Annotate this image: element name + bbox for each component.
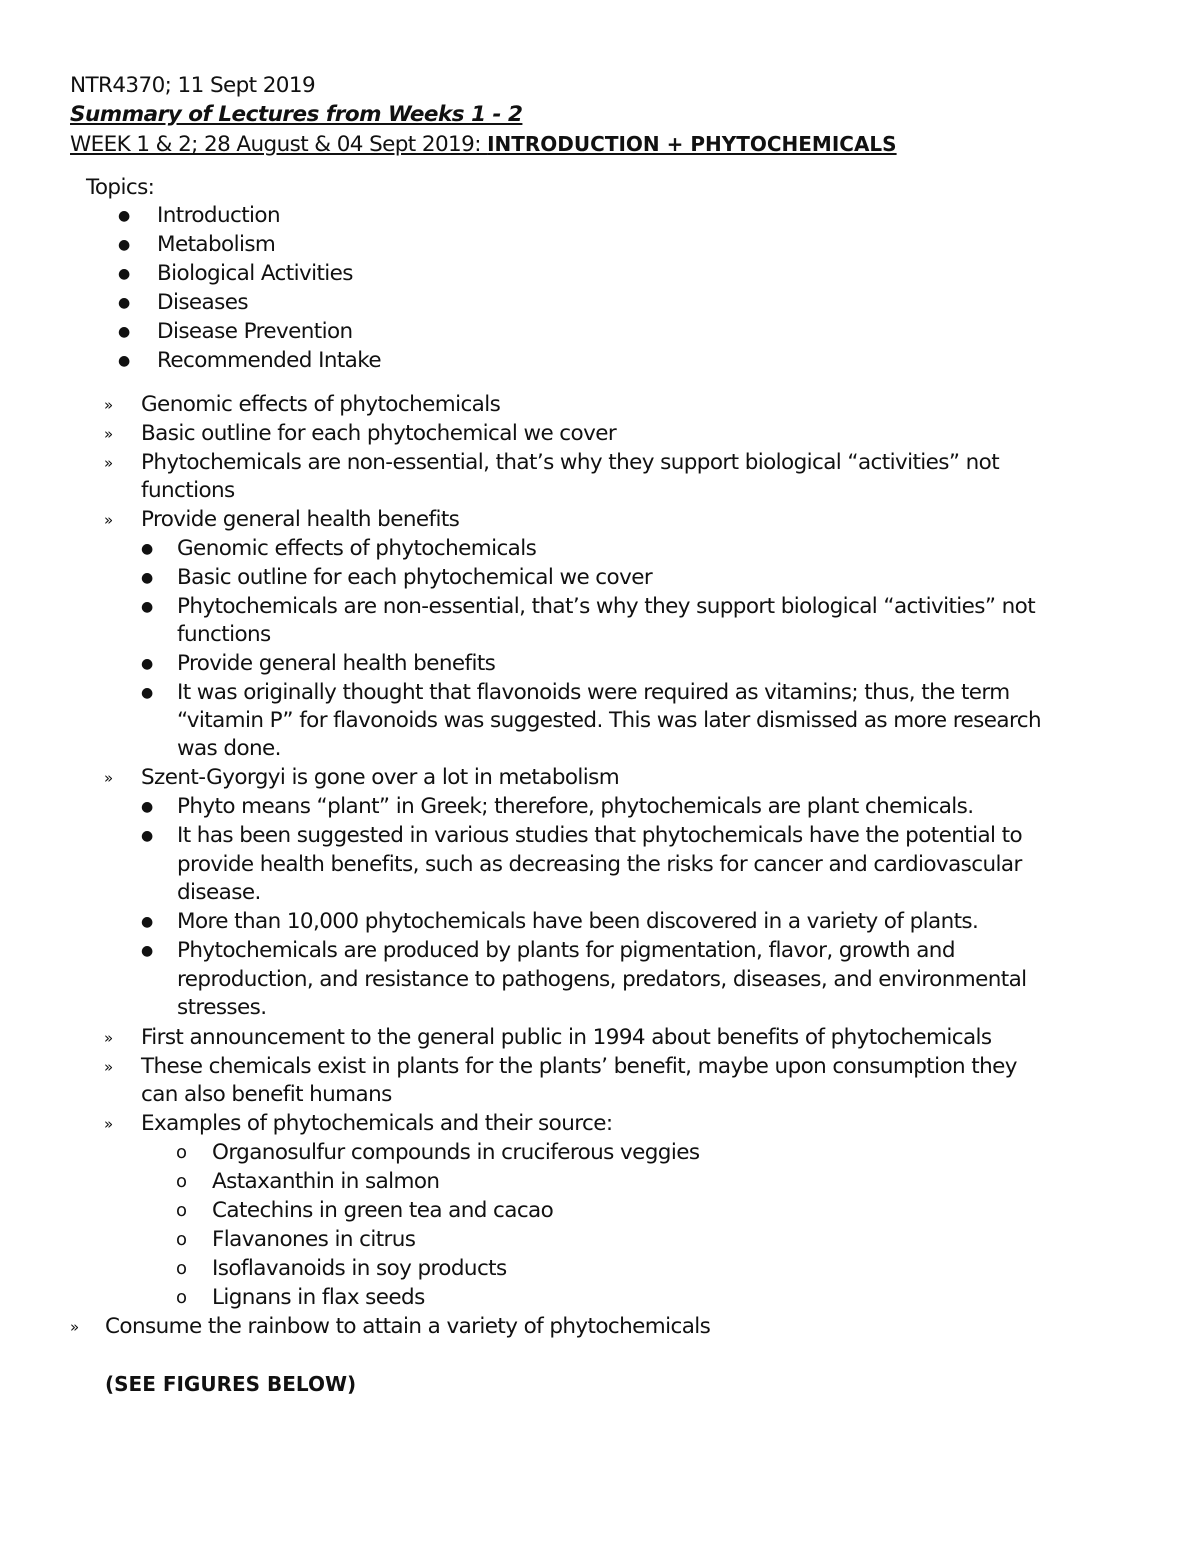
point-non-essential: Phytochemicals are non-essential, that’s why they support biological “activities” not	[141, 450, 1000, 475]
arrow-bullet-icon: »	[104, 1029, 114, 1047]
bullet-icon: ●	[118, 208, 131, 224]
sub-item-cont: disease.	[177, 880, 261, 905]
circle-bullet-icon: o	[176, 1258, 188, 1279]
topic-item: Metabolism	[157, 232, 276, 257]
bullet-icon: ●	[141, 799, 154, 815]
circle-bullet-icon: o	[176, 1200, 188, 1221]
example-item: Catechins in green tea and cacao	[212, 1198, 554, 1223]
sub-item: More than 10,000 phytochemicals have been discovered in a variety of plants.	[177, 909, 979, 934]
course-code-date: NTR4370; 11 Sept 2019	[70, 73, 316, 98]
topic-item: Recommended Intake	[157, 348, 381, 373]
example-item: Isoflavanoids in soy products	[212, 1256, 507, 1281]
bullet-icon: ●	[141, 570, 154, 586]
topics-label: Topics:	[86, 175, 155, 200]
bullet-icon: ●	[141, 541, 154, 557]
sub-item: Phytochemicals are non-essential, that’s why they support biological “activities” not	[177, 594, 1036, 619]
example-item: Flavanones in citrus	[212, 1227, 416, 1252]
bullet-icon: ●	[118, 266, 131, 282]
point-plants-benefit-cont: can also benefit humans	[141, 1082, 392, 1107]
example-item: Organosulfur compounds in cruciferous veggies	[212, 1140, 700, 1165]
topic-item: Disease Prevention	[157, 319, 353, 344]
point-basic-outline: Basic outline for each phytochemical we cover	[141, 421, 617, 446]
bullet-icon: ●	[141, 828, 154, 844]
topic-item: Introduction	[157, 203, 280, 228]
sub-item: It has been suggested in various studies that phytochemicals have the potential to	[177, 823, 1023, 848]
circle-bullet-icon: o	[176, 1142, 188, 1163]
sub-item: Provide general health benefits	[177, 651, 496, 676]
bullet-icon: ●	[141, 685, 154, 701]
arrow-bullet-icon: »	[104, 425, 114, 443]
circle-bullet-icon: o	[176, 1287, 188, 1308]
point-health-benefits: Provide general health benefits	[141, 507, 460, 532]
example-item: Astaxanthin in salmon	[212, 1169, 440, 1194]
arrow-bullet-icon: »	[104, 454, 114, 472]
arrow-bullet-icon: »	[104, 1115, 114, 1133]
sub-item: Phyto means “plant” in Greek; therefore, phytochemicals are plant chemicals.	[177, 794, 974, 819]
sub-item: Phytochemicals are produced by plants for pigmentation, flavor, growth and	[177, 938, 955, 963]
week-dates: WEEK 1 & 2; 28 August & 04 Sept 2019:	[70, 132, 488, 157]
bullet-icon: ●	[141, 914, 154, 930]
sub-item-cont: stresses.	[177, 995, 267, 1020]
sub-item: It was originally thought that flavonoids were required as vitamins; thus, the term	[177, 680, 1010, 705]
week-heading	[70, 130, 897, 159]
bullet-icon: ●	[141, 599, 154, 615]
bullet-icon: ●	[118, 237, 131, 253]
arrow-bullet-icon: »	[104, 396, 114, 414]
see-figures-note: (SEE FIGURES BELOW)	[105, 1372, 357, 1396]
circle-bullet-icon: o	[176, 1171, 188, 1192]
topic-item: Diseases	[157, 290, 248, 315]
sub-item-cont: provide health benefits, such as decreasing the risks for cancer and cardiovascular	[177, 852, 1022, 877]
sub-item-cont: reproduction, and resistance to pathogens, predators, diseases, and environmental	[177, 967, 1027, 992]
sub-item-cont: “vitamin P” for flavonoids was suggested. This was later dismissed as more research	[177, 708, 1041, 733]
arrow-bullet-icon: »	[104, 511, 114, 529]
week-topic: INTRODUCTION + PHYTOCHEMICALS	[487, 132, 897, 156]
summary-title: Summary of Lectures from Weeks 1 - 2	[70, 102, 523, 127]
sub-item: Genomic effects of phytochemicals	[177, 536, 537, 561]
point-genomic-effects: Genomic effects of phytochemicals	[141, 392, 501, 417]
bullet-icon: ●	[118, 353, 131, 369]
sub-item-cont: was done.	[177, 736, 281, 761]
point-examples: Examples of phytochemicals and their source:	[141, 1111, 613, 1136]
topic-item: Biological Activities	[157, 261, 353, 286]
bullet-icon: ●	[118, 295, 131, 311]
bullet-icon: ●	[118, 324, 131, 340]
point-first-announcement: First announcement to the general public in 1994 about benefits of phytochemicals	[141, 1025, 992, 1050]
arrow-bullet-icon: »	[70, 1318, 80, 1336]
arrow-bullet-icon: »	[104, 1058, 114, 1076]
point-szent-gyorgyi: Szent-Gyorgyi is gone over a lot in metabolism	[141, 765, 620, 790]
bullet-icon: ●	[141, 656, 154, 672]
circle-bullet-icon: o	[176, 1229, 188, 1250]
sub-item: Basic outline for each phytochemical we cover	[177, 565, 653, 590]
point-plants-benefit: These chemicals exist in plants for the plants’ benefit, maybe upon consumption they	[141, 1054, 1017, 1079]
point-consume-rainbow: Consume the rainbow to attain a variety of phytochemicals	[105, 1314, 711, 1339]
point-non-essential-cont: functions	[141, 478, 235, 503]
bullet-icon: ●	[141, 943, 154, 959]
sub-item-cont: functions	[177, 622, 271, 647]
example-item: Lignans in flax seeds	[212, 1285, 425, 1310]
arrow-bullet-icon: »	[104, 769, 114, 787]
